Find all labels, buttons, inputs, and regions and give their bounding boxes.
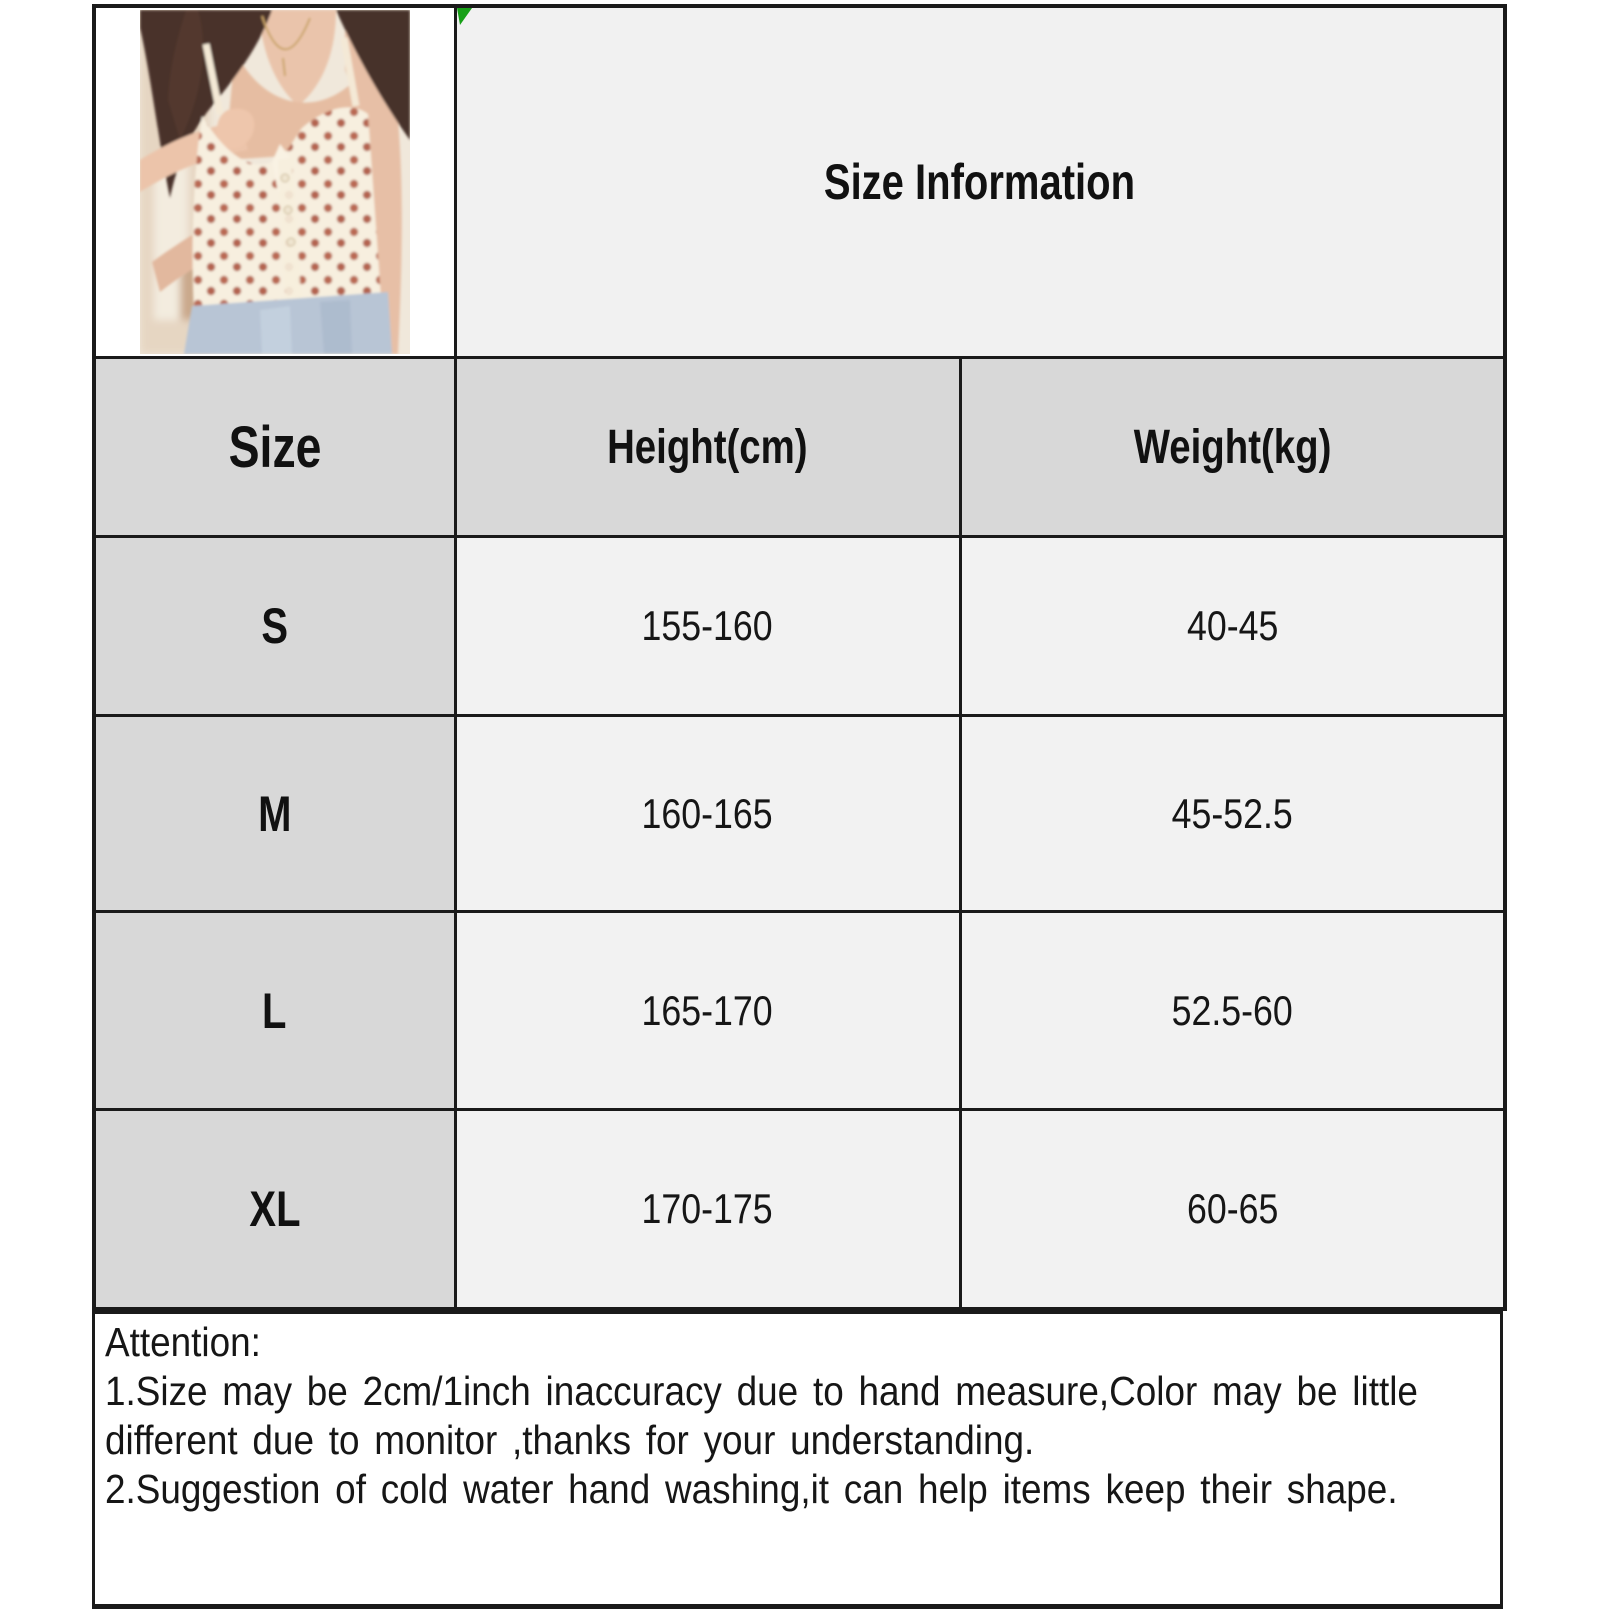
size-chart-sheet [92,4,1503,1609]
attention-title: Attention: [105,1319,261,1365]
height-cell: 165-170 [455,912,960,1110]
size-cell: M [94,716,455,912]
height-cell: 160-165 [455,716,960,912]
size-table [92,4,1507,1311]
table-header-row [94,358,1505,537]
weight-cell: 45-52.5 [960,716,1505,912]
product-photo-illustration [140,10,410,354]
size-cell: L [94,912,455,1110]
table-row-l [94,912,1505,1110]
spreadsheet-corner-marker-icon [457,8,473,26]
size-cell: S [94,537,455,716]
weight-cell: 60-65 [960,1110,1505,1310]
height-cell: 155-160 [455,537,960,716]
top-row [94,6,1505,358]
attention-note-2: 2.Suggestion of cold water hand washing,it can help items keep their shape. [105,1466,1398,1512]
product-photo-cell [94,6,455,358]
attention-note-1-line-1: 1.Size may be 2cm/1inch inaccuracy due to hand measure,Color may be little [105,1368,1418,1414]
table-row-m [94,716,1505,912]
table-row-xl [94,1110,1505,1310]
column-header-weight: Weight(kg) [960,358,1505,537]
weight-cell: 40-45 [960,537,1505,716]
attention-note-1-line-2: different due to monitor ,thanks for your understanding. [105,1417,1035,1463]
column-header-size: Size [94,358,455,537]
height-cell: 170-175 [455,1110,960,1310]
size-cell: XL [94,1110,455,1310]
page-title: Size Information [824,154,1136,210]
title-cell [455,6,1505,358]
table-row-s [94,537,1505,716]
column-header-height: Height(cm) [455,358,960,537]
attention-box [92,1311,1503,1609]
weight-cell: 52.5-60 [960,912,1505,1110]
product-photo [140,10,410,354]
